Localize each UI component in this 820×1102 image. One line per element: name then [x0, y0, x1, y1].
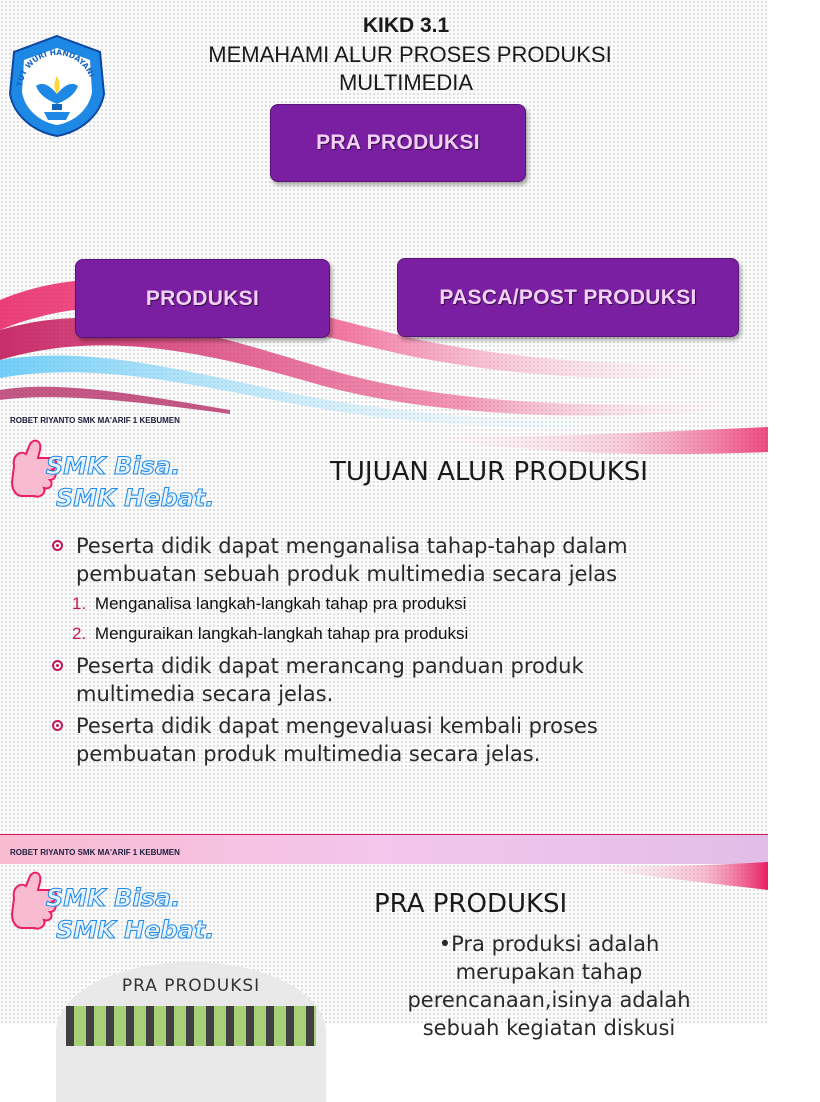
produksi-box[interactable]: PRODUKSI	[75, 259, 330, 338]
definition-line: merupakan tahap	[455, 960, 643, 984]
smk-hebat-text: SMK Hebat.	[56, 916, 215, 944]
smk-bisa-hebat-logo	[6, 436, 215, 516]
definition-text: Pra produksi adalah	[451, 932, 660, 956]
smk-bisa-hebat-logo	[6, 868, 215, 948]
slide-tujuan	[0, 432, 768, 834]
circle-bullet-icon	[52, 660, 63, 671]
pra-produksi-definition	[366, 930, 732, 1042]
smk-bisa-text: SMK Bisa.	[46, 884, 181, 912]
list-item	[52, 652, 672, 708]
tujuan-bullet-list	[52, 532, 672, 772]
slide-kikd	[0, 0, 768, 432]
bullet-text: Peserta didik dapat menganalisa tahap-tahap dalam pembuatan sebuah produk multimedia secara jelas	[76, 534, 628, 586]
pasca-produksi-box[interactable]: PASCA/POST PRODUKSI	[397, 258, 739, 337]
slide-footer-author: ROBET RIYANTO SMK MA'ARIF 1 KEBUMEN	[10, 416, 180, 425]
svg-text:TUT WURI HANDAYANI: TUT WURI HANDAYANI	[15, 47, 97, 88]
tujuan-title: TUJUAN ALUR PRODUKSI	[330, 457, 648, 487]
definition-line: sebuah kegiatan diskusi	[422, 1016, 676, 1040]
bullet-dot-icon: •	[438, 932, 452, 956]
sub-item-text: Menguraikan langkah-langkah tahap pra produksi	[94, 624, 469, 643]
kikd-subtitle-line2: MULTIMEDIA	[338, 70, 474, 95]
slide-footer-author: ROBET RIYANTO SMK MA'ARIF 1 KEBUMEN	[10, 848, 180, 857]
bullet-text: Peserta didik dapat mengevaluasi kembali proses pembuatan produk multimedia secara jelas.	[76, 714, 598, 766]
kikd-subtitle-line1: MEMAHAMI ALUR PROSES PRODUKSI	[208, 42, 612, 67]
list-item	[52, 532, 672, 588]
bullet-text: Peserta didik dapat merancang panduan produk multimedia secara jelas.	[76, 654, 584, 706]
list-number: 1.	[72, 594, 87, 613]
sub-list-item	[52, 592, 672, 616]
image-caption: PRA PRODUKSI	[121, 976, 261, 996]
slide-footer-band	[0, 834, 768, 865]
circle-bullet-icon	[52, 540, 63, 551]
film-strip-graphic	[66, 1006, 316, 1046]
definition-line: perencanaan,isinya adalah	[407, 988, 691, 1012]
kikd-title: KIKD 3.1	[362, 14, 450, 37]
pra-produksi-box[interactable]: PRA PRODUKSI	[270, 104, 526, 182]
sub-item-text: Menganalisa langkah-langkah tahap pra produksi	[94, 594, 467, 613]
list-item	[52, 712, 672, 768]
smk-bisa-text: SMK Bisa.	[46, 452, 181, 480]
sub-list-item	[52, 622, 672, 646]
definition-line	[366, 930, 732, 958]
slide-pra-produksi	[0, 864, 768, 1040]
pra-produksi-image	[56, 962, 326, 1102]
pra-produksi-title: PRA PRODUKSI	[374, 889, 568, 919]
smk-hebat-text: SMK Hebat.	[56, 484, 215, 512]
circle-bullet-icon	[52, 720, 63, 731]
list-number: 2.	[72, 624, 87, 643]
